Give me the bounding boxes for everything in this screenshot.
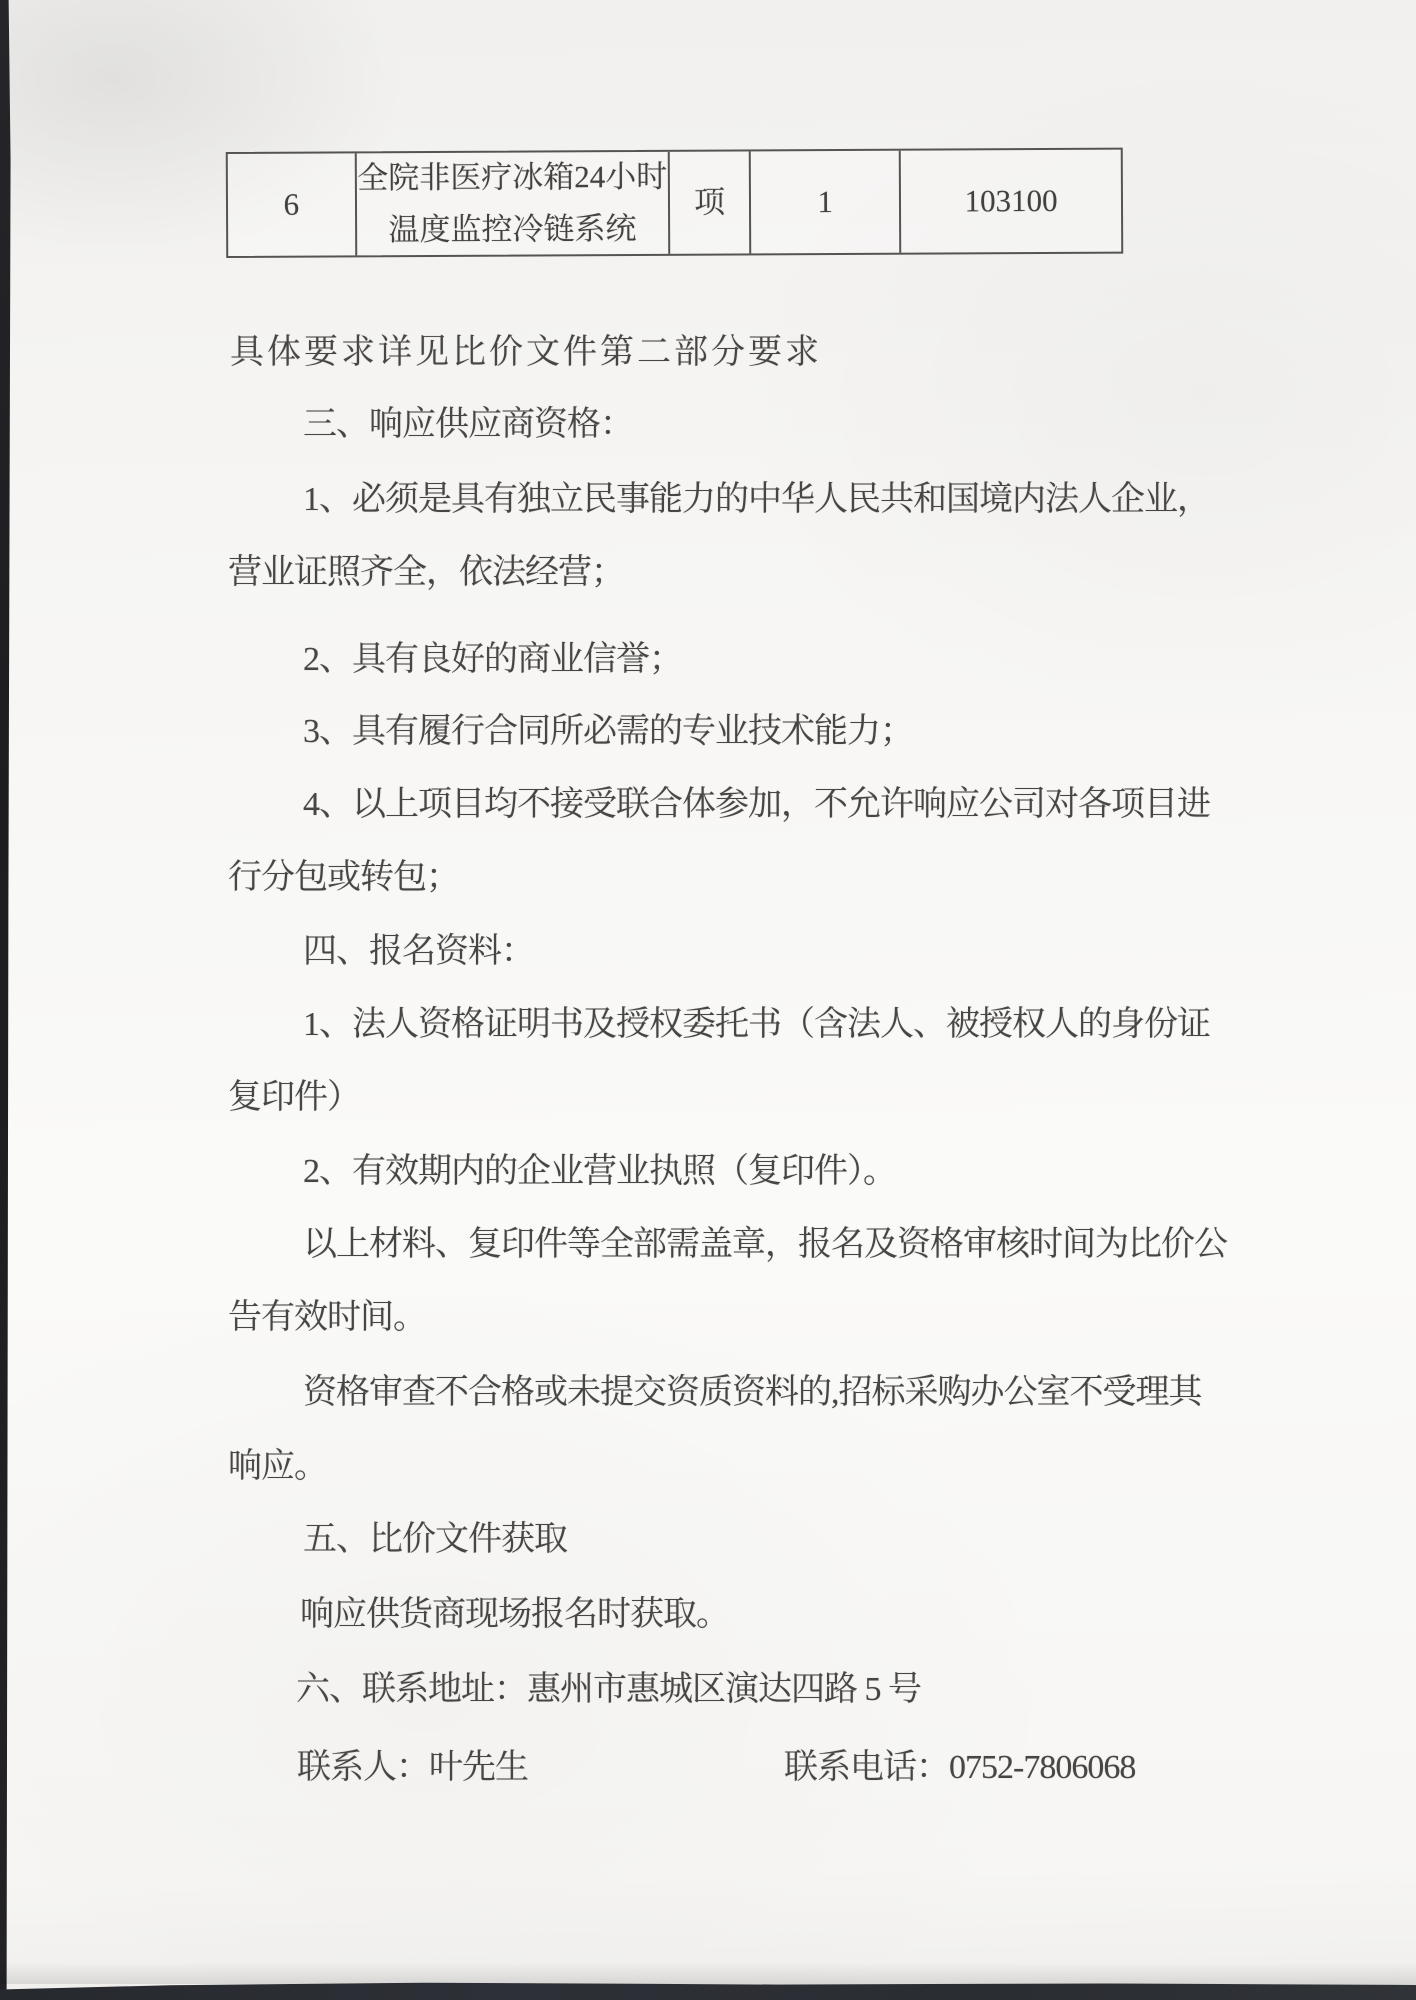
section-6-address: 六、联系地址：惠州市惠城区演达四路 5 号 bbox=[296, 1671, 921, 1708]
scan-left-edge bbox=[0, 0, 12, 2000]
section-4-heading: 四、报名资料： bbox=[303, 933, 534, 970]
spec-note: 具体要求详见比价文件第二部分要求 bbox=[230, 334, 822, 371]
requirement-2: 2、具有良好的商业信誉； bbox=[303, 641, 682, 678]
material-1-cont: 复印件） bbox=[228, 1079, 360, 1116]
item-name-line1: 全院非医疗冰箱24小时 bbox=[357, 158, 668, 196]
requirement-1: 1、必须是具有独立民事能力的中华人民共和国境内法人企业， bbox=[303, 481, 1210, 518]
table-cell-item-name bbox=[356, 152, 670, 256]
scan-bottom-shadow bbox=[0, 1962, 1416, 1984]
item-unit: 项 bbox=[694, 184, 726, 220]
item-quantity: 1 bbox=[817, 184, 834, 220]
requirement-4-cont: 行分包或转包； bbox=[228, 859, 459, 896]
disqualify-note: 资格审查不合格或未提交资质资料的,招标采购办公室不受理其 bbox=[303, 1374, 1202, 1411]
material-2: 2、有效期内的企业营业执照（复印件）。 bbox=[303, 1153, 896, 1190]
contact-phone: 联系电话：0752-7806068 bbox=[784, 1749, 1136, 1786]
stamp-note: 以上材料、复印件等全部需盖章，报名及资格审核时间为比价公 bbox=[303, 1226, 1227, 1263]
requirement-3: 3、具有履行合同所必需的专业技术能力； bbox=[303, 713, 913, 750]
table-cell-unit bbox=[670, 151, 752, 253]
table-cell-amount bbox=[901, 150, 1121, 253]
section-5-body: 响应供货商现场报名时获取。 bbox=[300, 1596, 729, 1633]
material-1: 1、法人资格证明书及授权委托书（含法人、被授权人的身份证 bbox=[303, 1006, 1210, 1043]
item-amount: 103100 bbox=[964, 182, 1058, 219]
table-cell-quantity bbox=[751, 151, 902, 254]
disqualify-note-cont: 响应。 bbox=[228, 1448, 327, 1485]
section-5-heading: 五、比价文件获取 bbox=[303, 1521, 567, 1558]
requirement-1-cont: 营业证照齐全，依法经营； bbox=[228, 554, 624, 591]
contact-person: 联系人：叶先生 bbox=[297, 1749, 528, 1786]
item-no: 6 bbox=[283, 186, 300, 222]
scan-bottom-edge bbox=[0, 1982, 1416, 2000]
stamp-note-cont: 告有效时间。 bbox=[228, 1299, 426, 1336]
table-cell-item-no bbox=[228, 153, 357, 256]
item-name-line2: 温度监控冷链系统 bbox=[388, 210, 637, 248]
requirement-4: 4、以上项目均不接受联合体参加，不允许响应公司对各项目进 bbox=[303, 786, 1210, 823]
section-3-heading: 三、响应供应商资格： bbox=[303, 406, 633, 443]
items-table bbox=[226, 148, 1124, 258]
